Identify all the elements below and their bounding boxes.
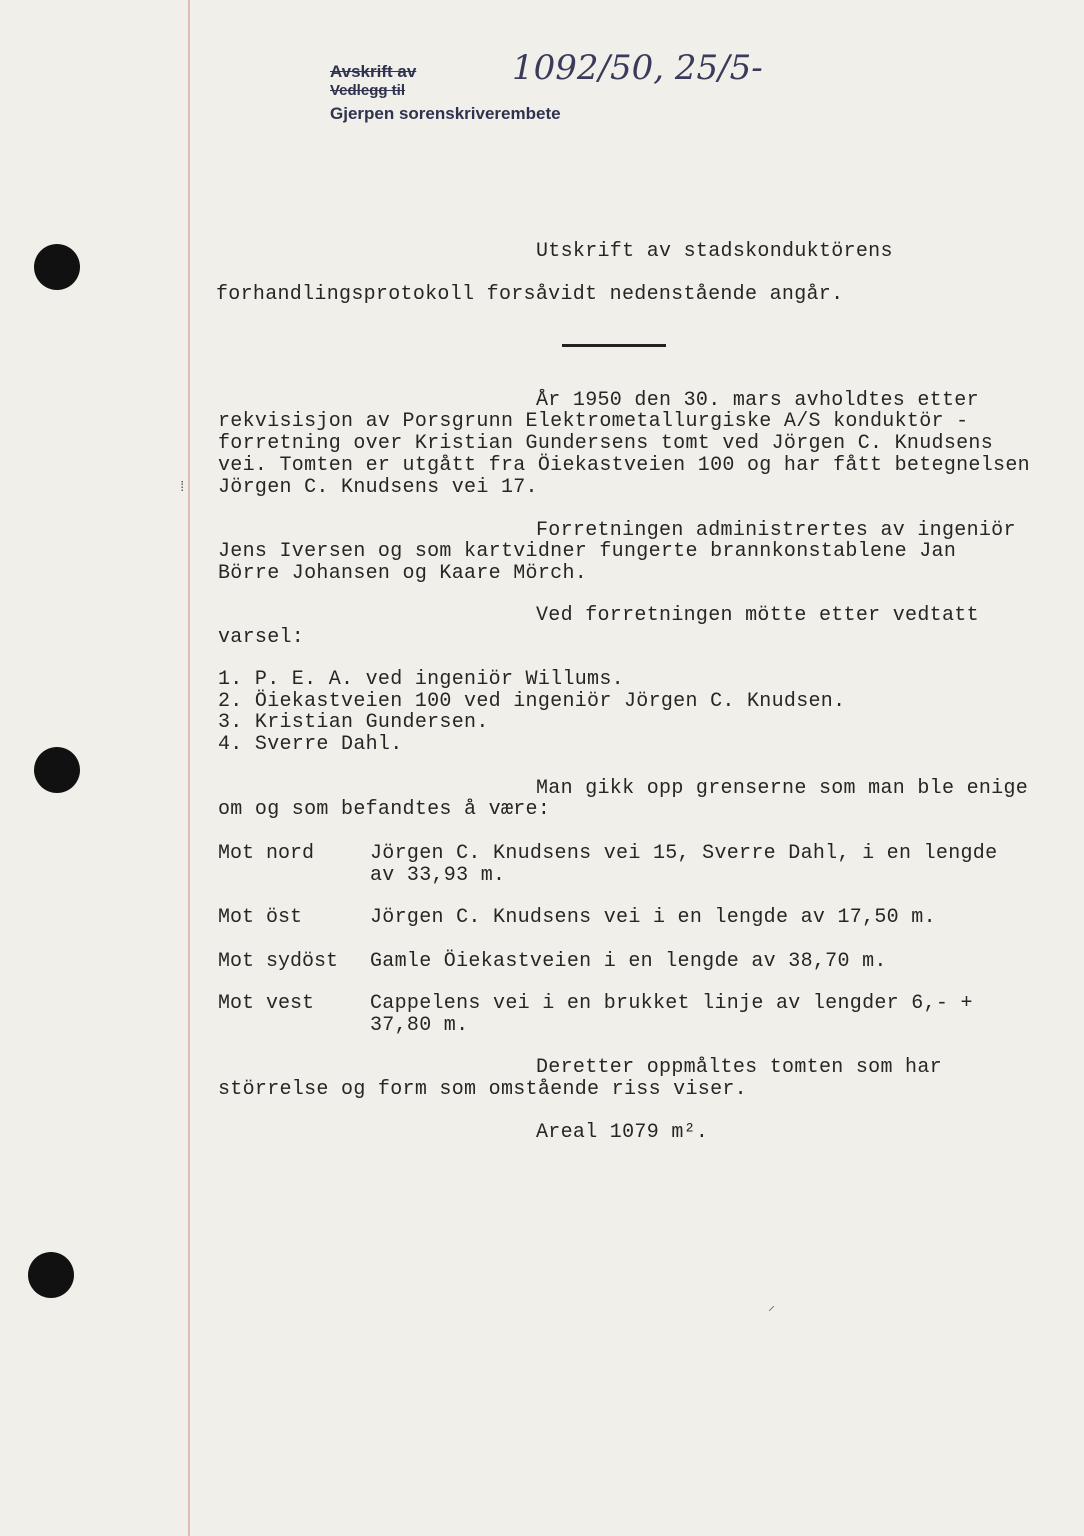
- boundary-text: Jörgen C. Knudsens vei 15, Sverre Dahl, i en lengde: [370, 842, 998, 865]
- boundary-label: Mot sydöst: [218, 950, 339, 973]
- boundary-text: 37,80 m.: [370, 1014, 469, 1037]
- handwritten-reference: 1092/50, 25/5-: [512, 48, 763, 88]
- boundary-label: Mot vest: [218, 992, 315, 1015]
- attendee-item: 4. Sverre Dahl.: [218, 733, 403, 756]
- heading-line-1: Utskrift av stadskonduktörens: [536, 240, 893, 263]
- paragraph2-line: Börre Johansen og Kaare Mörch.: [218, 562, 588, 585]
- attendee-item: 3. Kristian Gundersen.: [218, 711, 489, 734]
- section-divider: [562, 344, 666, 347]
- margin-line: [188, 0, 190, 1536]
- punch-hole-top: [34, 244, 80, 290]
- paragraph1-line: forretning over Kristian Gundersens tomt ved Jörgen C. Knudsens: [218, 432, 994, 455]
- stamp-line-3: Gjerpen sorenskriverembete: [330, 104, 561, 123]
- punch-hole-middle: [34, 747, 80, 793]
- paragraph4-line: om og som befandtes å være:: [218, 798, 551, 821]
- punch-hole-bottom: [28, 1252, 74, 1298]
- attendee-item: 1. P. E. A. ved ingeniör Willums.: [218, 668, 624, 691]
- paragraph1-line: rekvisisjon av Porsgrunn Elektrometallurgiske A/S konduktör -: [218, 410, 969, 433]
- stamp-line-2: Vedlegg til: [330, 82, 406, 99]
- paragraph5-line: störrelse og form som omstående riss viser.: [218, 1078, 747, 1101]
- boundary-text: Cappelens vei i en brukket linje av lengder 6,- +: [370, 992, 973, 1015]
- area-line: Areal 1079 m².: [536, 1121, 709, 1144]
- attendee-item: 2. Öiekastveien 100 ved ingeniör Jörgen C. Knudsen.: [218, 690, 846, 713]
- stamp-line-1: Avskrift av: [330, 62, 417, 81]
- paper-speck: ⁞: [178, 480, 187, 496]
- paragraph3-line: varsel:: [218, 626, 305, 649]
- boundary-text: av 33,93 m.: [370, 864, 506, 887]
- boundary-text: Gamle Öiekastveien i en lengde av 38,70 m.: [370, 950, 887, 973]
- boundary-text: Jörgen C. Knudsens vei i en lengde av 17,50 m.: [370, 906, 936, 929]
- paragraph1-line: vei. Tomten er utgått fra Öiekastveien 100 og har fått betegnelsen: [218, 454, 1030, 477]
- paragraph5-line: Deretter oppmåltes tomten som har: [536, 1056, 942, 1079]
- paragraph3-line: Ved forretningen mötte etter vedtatt: [536, 604, 979, 627]
- paragraph2-line: Jens Iversen og som kartvidner fungerte brannkonstablene Jan: [218, 540, 957, 563]
- paragraph4-line: Man gikk opp grenserne som man ble enige: [536, 777, 1029, 800]
- boundary-label: Mot nord: [218, 842, 315, 865]
- boundary-label: Mot öst: [218, 906, 303, 929]
- paper-speck: ⸝: [768, 1299, 775, 1315]
- paragraph1-line: Jörgen C. Knudsens vei 17.: [218, 476, 538, 499]
- paragraph2-line: Forretningen administrertes av ingeniör: [536, 519, 1016, 542]
- paragraph1-line: År 1950 den 30. mars avholdtes etter: [536, 389, 979, 412]
- heading-line-2: forhandlingsprotokoll forsåvidt nedenstående angår.: [216, 283, 844, 306]
